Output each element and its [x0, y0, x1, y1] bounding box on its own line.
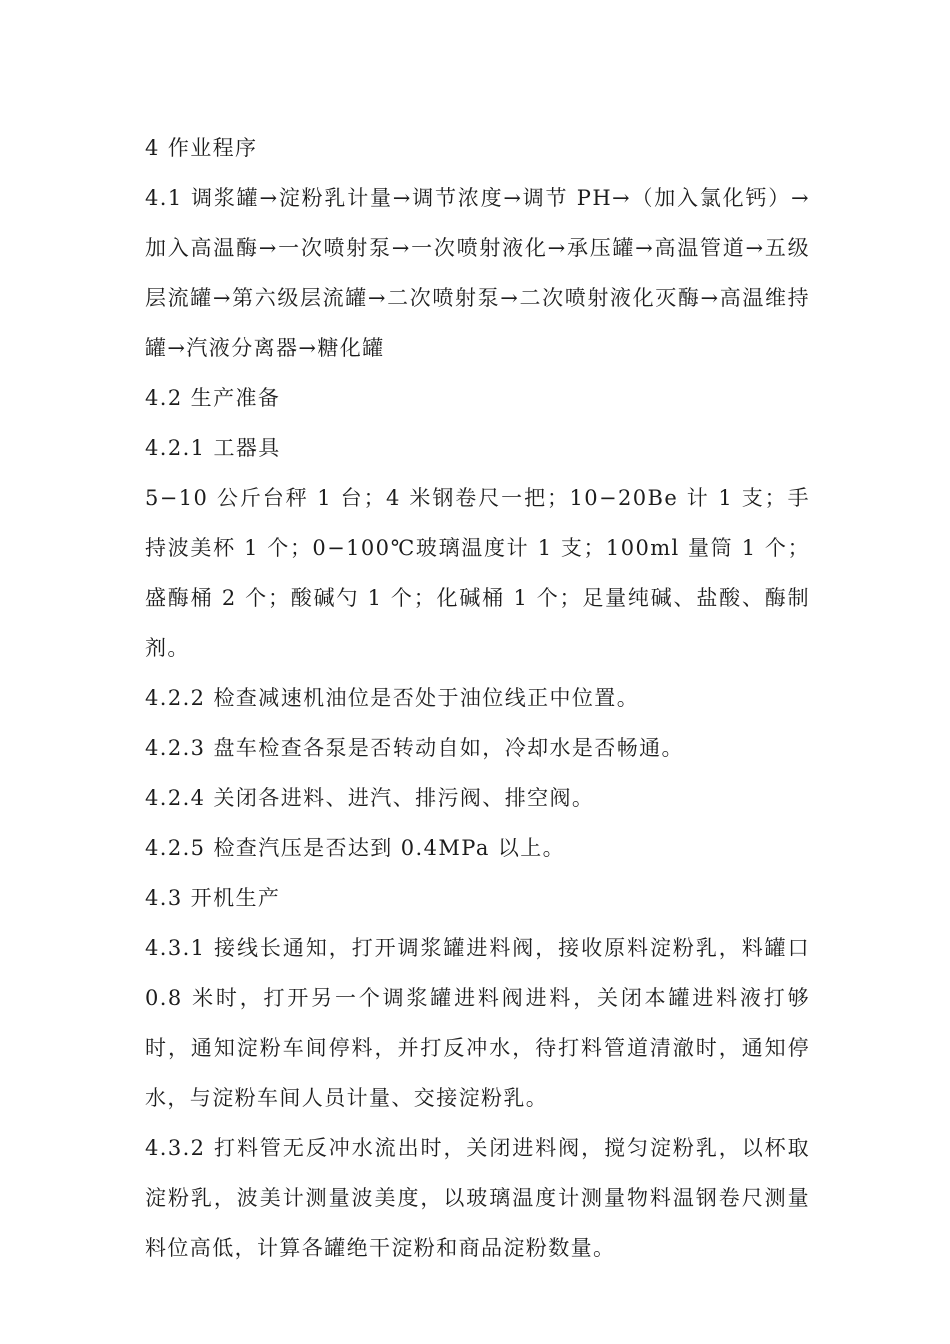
section-heading: 4.3 开机生产 — [145, 886, 281, 910]
subsection-heading: 4.2.1 工器具 — [145, 436, 281, 460]
process-flow-paragraph: 4.1 调浆罐→淀粉乳计量→调节浓度→调节 PH→（加入氯化钙）→加入高温酶→一次喷射泵→一次喷射液化→承压罐→高温管道→五级层流罐→第六级层流罐→二次喷射泵→二次喷射液化灭酶→高温维持罐→汽液分离器→糖化罐 — [145, 186, 810, 360]
tools-paragraph: 5−10 公斤台秤 1 台；4 米钢卷尺一把；10−20Be 计 1 支；手持波美杯 1 个；0−100℃玻璃温度计 1 支；100ml 量筒 1 个；盛酶桶 2 个；酸碱勺 1 个；化碱桶 1 个；足量纯碱、盐酸、酶制剂。 — [145, 486, 810, 660]
body-paragraph: 4.3.1 接线长通知，打开调浆罐进料阀，接收原料淀粉乳，料罐口 0.8 米时，打开另一个调浆罐进料阀进料，关闭本罐进料液打够时，通知淀粉车间停料，并打反冲水，待打料管道清澈时，通知停水，与淀粉车间人员计量、交接淀粉乳。 — [145, 936, 810, 1110]
section-heading: 4 作业程序 — [145, 136, 258, 160]
body-paragraph: 4.2.2 检查减速机油位是否处于油位线正中位置。 — [145, 686, 640, 710]
section-heading: 4.2 生产准备 — [145, 386, 281, 410]
document-body — [145, 123, 810, 1273]
body-paragraph: 4.2.4 关闭各进料、进汽、排污阀、排空阀。 — [145, 786, 595, 810]
body-paragraph: 4.2.5 检查汽压是否达到 0.4MPa 以上。 — [145, 836, 566, 860]
body-paragraph: 4.3.2 打料管无反冲水流出时，关闭进料阀，搅匀淀粉乳，以杯取淀粉乳，波美计测量波美度，以玻璃温度计测量物料温钢卷尺测量料位高低，计算各罐绝干淀粉和商品淀粉数量。 — [145, 1136, 810, 1260]
body-paragraph: 4.2.3 盘车检查各泵是否转动自如，冷却水是否畅通。 — [145, 736, 684, 760]
